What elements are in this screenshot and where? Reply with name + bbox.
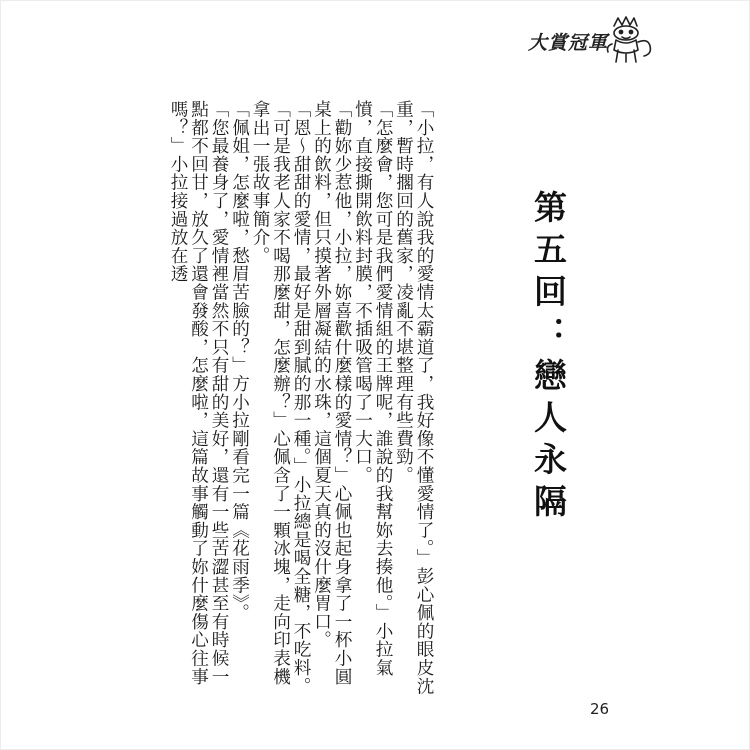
page-number: 26 (590, 700, 610, 718)
paragraph: 「佩姐，怎麼啦，愁眉苦臉的？」方小拉剛看完一篇《花雨季》。 (229, 100, 250, 622)
paragraph: 「小拉，有人說我的愛情太霸道了，我好像不懂愛情了。」彭心佩的眼皮沈重，暫時擱回的舊家，凌亂不堪整理有些費勁。 (393, 100, 434, 696)
paragraph: 「您最養身了，愛情裡當然不只有甜的美好，還有一些苦澀甚至有時候一點都不回甘，放久了還會發酸，怎麼啦，這篇故事觸動了妳什麼傷心往事嗎？」小拉接過放在透 (168, 100, 229, 686)
body-text (168, 100, 434, 700)
mascot-character-icon (604, 16, 656, 64)
chapter-title: 第五回：戀人永隔 (529, 190, 568, 526)
paragraph: 「怎麼會，您可是我們愛情組的王牌呢，誰說的我幫妳去揍他。」小拉氣憤，直接撕開飲料封膜，不插吸管喝了一大口。 (352, 100, 393, 677)
paragraph: 「恩～甜甜的愛情，最好是甜到膩的那一種。」小拉總是喝全糖，不吃料。 (291, 100, 311, 696)
series-logo (528, 14, 658, 66)
paragraph: 「勸妳少惹他，小拉，妳喜歡什麼樣的愛情？」心佩也起身拿了一杯小圓桌上的飲料，但只摸著外層凝結的水珠，這個夏天真的沒什麼胃口。 (311, 100, 352, 686)
series-logo-text: 大賞冠軍 (528, 32, 609, 54)
paragraph: 「可是我老人家不喝那麼甜，怎麼辦？」心佩含了一顆冰塊，走向印表機拿出一張故事簡介。 (250, 100, 291, 686)
